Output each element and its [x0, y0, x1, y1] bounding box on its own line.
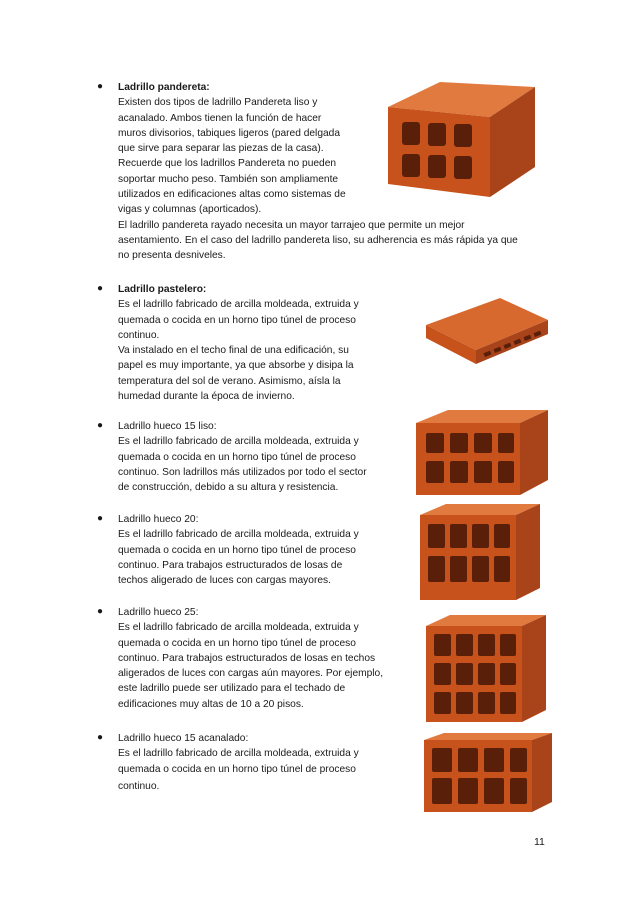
item-title: Ladrillo pastelero: — [118, 284, 207, 295]
brick-hueco-15-image — [408, 405, 553, 500]
brick-hueco-15-acanalado-image — [418, 730, 558, 815]
item-description: Es el ladrillo fabricado de arcilla moldeada, extruida y quemada o cocida en un horno tipo túnel de proceso continuo. Para trabajos estructurados de losas en techos aligerados de luces con cargas aún mayores. Por ejemplo, este ladrillo puede ser utilizado para el techado de edificaciones muy altas de 10 a 20 pisos. — [118, 622, 384, 710]
brick-pastelero-image — [422, 290, 552, 370]
brick-hueco-20-image — [410, 500, 550, 605]
item-description: Es el ladrillo fabricado de arcilla moldeada, extruida y quemada o cocida en un horno tipo túnel de proceso continuo. Va instalado en el techo final de una edificación, su papel es muy importante, ya que absorbe y disipa la temperatura del sol de verano. Asimismo, aísla la humedad durante la época de invierno. — [118, 299, 359, 403]
bullet-icon: ● — [97, 420, 104, 431]
item-description: Existen dos tipos de ladrillo Pandereta liso y acanalado. Ambos tienen la función de hacer muros divisorios, tabiques ligeros (pared delgada que sirve para separar las piezas de la casa). Recuerde que los ladrillos Pandereta no pueden soportar mucho peso. También son ampliamente utilizados en edificaciones altas como sistemas de vigas y columnas (aporticados). El ladrillo pandereta rayado necesita un mayor tarrajeo que permite un mejor asentamiento. En el caso del ladrillo pandereta liso, su adherencia es más rápida ya que no presenta desniveles. — [118, 97, 518, 262]
page-number: 11 — [534, 836, 545, 848]
brick-hueco-25-image — [418, 612, 553, 727]
item-title: Ladrillo pandereta: — [118, 82, 210, 93]
item-title: Ladrillo hueco 15 acanalado: — [118, 733, 249, 744]
item-title: Ladrillo hueco 20: — [118, 514, 199, 525]
brick-pandereta-image — [380, 72, 540, 202]
bullet-icon: ● — [97, 606, 104, 617]
item-description: Es el ladrillo fabricado de arcilla moldeada, extruida y quemada o cocida en un horno tipo túnel de proceso continuo. — [118, 748, 359, 792]
bullet-icon: ● — [97, 513, 104, 524]
item-description: Es el ladrillo fabricado de arcilla moldeada, extruida y quemada o cocida en un horno tipo túnel de proceso continuo. Para trabajos estructurados de losas de techos aligerado de luces con cargas mayores. — [118, 529, 359, 587]
item-title: Ladrillo hueco 25: — [118, 607, 199, 618]
bullet-icon: ● — [97, 732, 104, 743]
bullet-icon: ● — [97, 81, 104, 92]
bullet-icon: ● — [97, 283, 104, 294]
item-description: Es el ladrillo fabricado de arcilla moldeada, extruida y quemada o cocida en un horno tipo túnel de proceso continuo. Son ladrillos más utilizados por todo el sector de construcción, debido a su altura y resistencia. — [118, 436, 367, 494]
item-title: Ladrillo hueco 15 liso: — [118, 421, 217, 432]
